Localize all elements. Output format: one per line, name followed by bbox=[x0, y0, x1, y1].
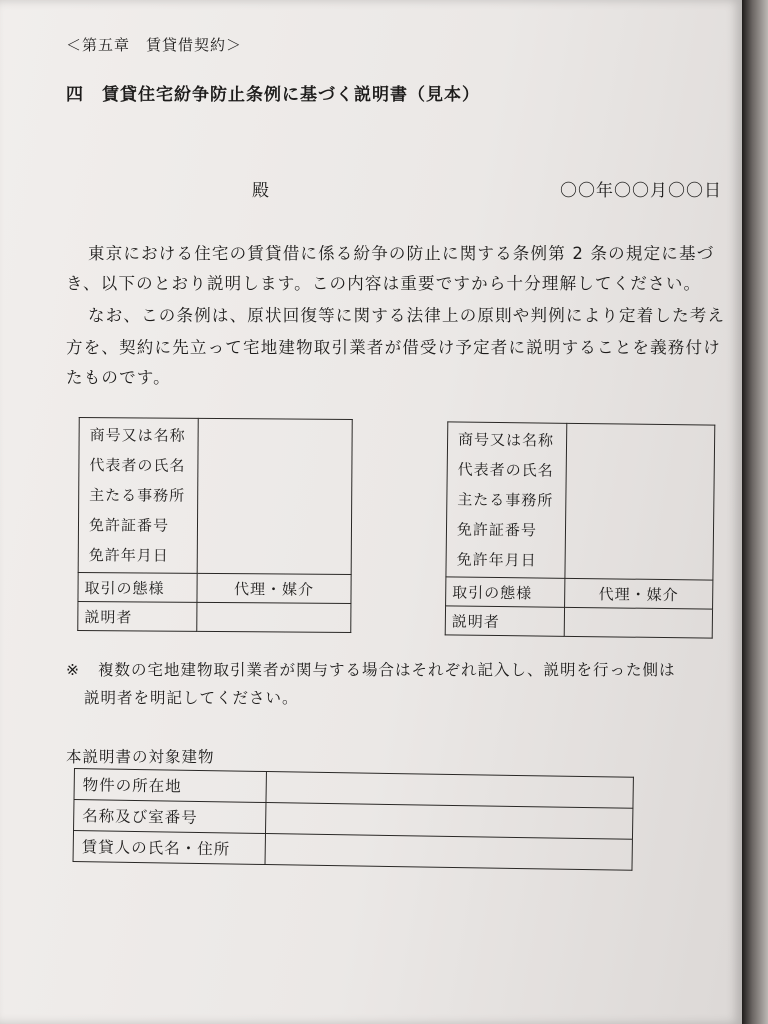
explainer-value-cell[interactable] bbox=[197, 602, 351, 632]
agent-field-labels bbox=[78, 418, 198, 574]
next-page-edge bbox=[742, 0, 768, 1024]
body-line: なお、この条例は、原状回復等に関する法律上の原則や判例により定着した考え bbox=[88, 306, 726, 325]
row-label-location: 物件の所在地 bbox=[74, 769, 266, 803]
note-mark: ※ bbox=[66, 661, 80, 679]
transaction-label: 取引の態様 bbox=[446, 577, 565, 607]
agent-info-box-left bbox=[77, 417, 352, 633]
section-heading bbox=[66, 80, 480, 105]
explainer-label: 説明者 bbox=[445, 606, 564, 636]
field-label-license-number: 免許証番号 bbox=[456, 520, 538, 540]
field-label-representative: 代表者の氏名 bbox=[457, 460, 554, 480]
agent-info-value-cell[interactable] bbox=[197, 418, 352, 574]
transaction-value: 代理・媒介 bbox=[197, 573, 351, 603]
field-label-main-office: 主たる事務所 bbox=[89, 486, 186, 505]
target-building-table bbox=[73, 768, 634, 871]
transaction-value: 代理・媒介 bbox=[565, 578, 713, 609]
agent-info-value-cell[interactable] bbox=[565, 423, 715, 580]
field-label-representative: 代表者の氏名 bbox=[89, 456, 186, 475]
row-label-lessor: 賃貸人の氏名・住所 bbox=[73, 831, 265, 865]
target-building-title: 本説明書の対象建物 bbox=[66, 748, 215, 766]
document-date: 〇〇年〇〇月〇〇日 bbox=[560, 181, 722, 201]
section-number: 四 bbox=[66, 85, 84, 105]
agent-field-labels bbox=[446, 422, 567, 578]
lessor-value-cell[interactable] bbox=[265, 834, 632, 871]
field-label-license-number: 免許証番号 bbox=[88, 516, 170, 535]
body-line: き、以下のとおり説明します。この内容は重要ですから十分理解してください。 bbox=[66, 274, 702, 293]
field-label-trade-name: 商号又は名称 bbox=[457, 430, 555, 450]
section-title: 賃貸住宅紛争防止条例に基づく説明書（見本） bbox=[102, 85, 480, 105]
row-label-name-room: 名称及び室番号 bbox=[74, 800, 266, 834]
chapter-header: ＜第五章 賃貸借契約＞ bbox=[66, 36, 243, 54]
field-label-trade-name: 商号又は名称 bbox=[89, 426, 186, 445]
field-label-main-office: 主たる事務所 bbox=[457, 490, 554, 510]
explainer-label: 説明者 bbox=[78, 602, 197, 632]
addressee-suffix: 殿 bbox=[252, 181, 269, 201]
explainer-value-cell[interactable] bbox=[564, 607, 712, 638]
body-line: たものです。 bbox=[66, 368, 171, 387]
body-line: 東京における住宅の賃貸借に係る紛争の防止に関する条例第 2 条の規定に基づ bbox=[88, 244, 715, 263]
transaction-label: 取引の態様 bbox=[78, 573, 197, 603]
body-line: 方を、契約に先立って宅地建物取引業者が借受け予定者に説明することを義務付け bbox=[66, 338, 721, 357]
field-label-license-date: 免許年月日 bbox=[88, 546, 169, 565]
note-line bbox=[66, 658, 676, 680]
note-line: 説明者を明記してください。 bbox=[84, 689, 299, 707]
agent-info-box-right bbox=[445, 421, 716, 638]
note-text: 複数の宅地建物取引業者が関与する場合はそれぞれ記入し、説明を行った側は bbox=[98, 661, 676, 679]
field-label-license-date: 免許年月日 bbox=[456, 550, 537, 570]
